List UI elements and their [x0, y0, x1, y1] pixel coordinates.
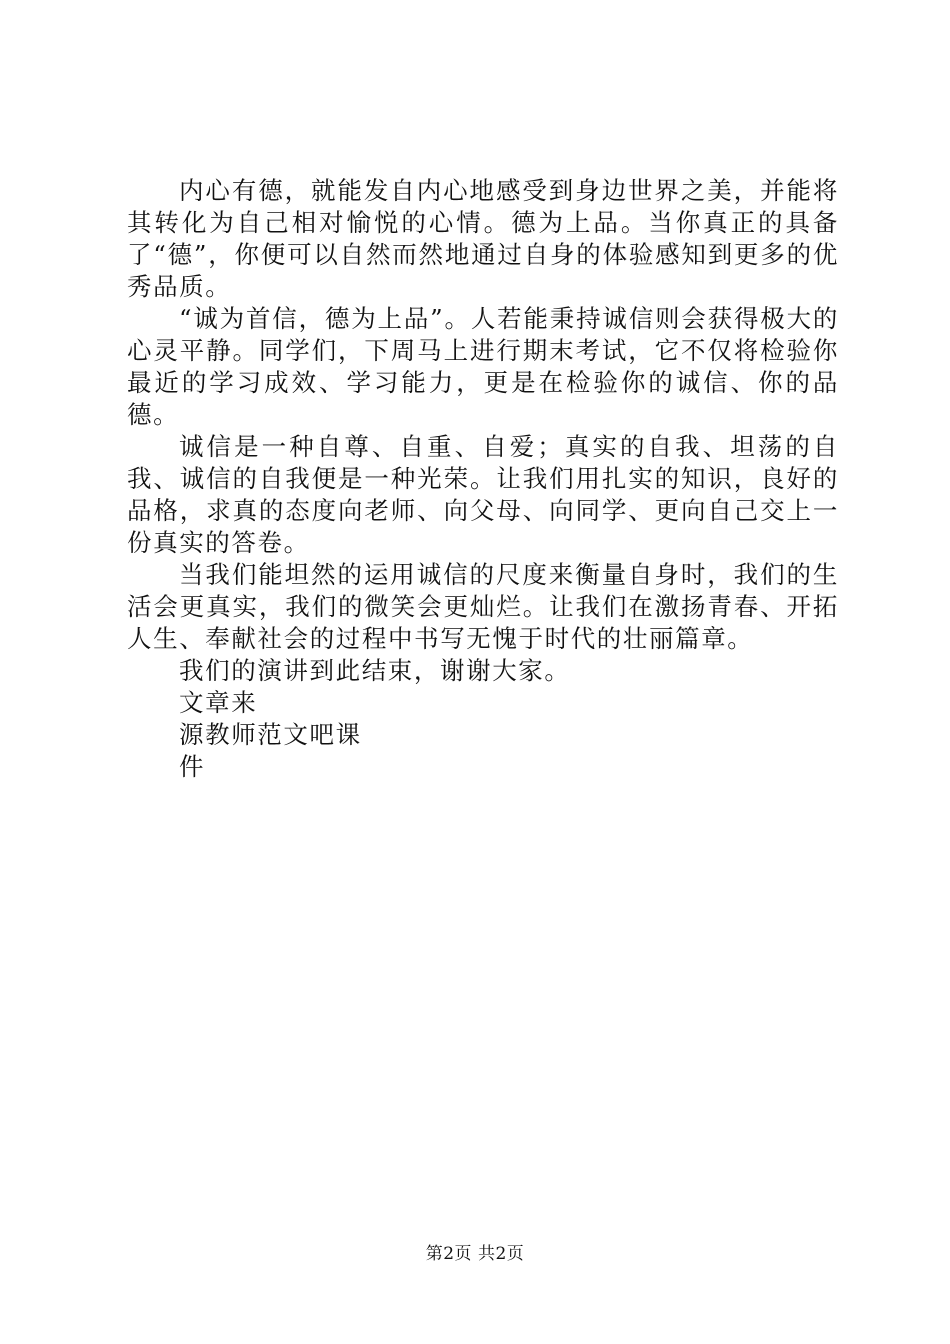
closing-line-3: 源教师范文吧课 — [179, 720, 362, 749]
closing-line-4: 件 — [179, 752, 206, 781]
paragraph-4: 当我们能坦然的运用诚信的尺度来衡量自身时，我们的生活会更真实，我们的微笑会更灿烂。让我们在激扬青春、开拓人生、奉献社会的过程中书写无愧于时代的壮丽篇章。 — [127, 560, 839, 653]
page-number-footer: 第2页 共2页 — [425, 1244, 525, 1264]
paragraph-2: “诚为首信，德为上品”。人若能秉持诚信则会获得极大的心灵平静。同学们，下周马上进行期末考试，它不仅将检验你最近的学习成效、学习能力，更是在检验你的诚信、你的品德。 — [127, 304, 839, 429]
paragraph-1: 内心有德，就能发自内心地感受到身边世界之美，并能将其转化为自己相对愉悦的心情。德为上品。当你真正的具备了“德”，你便可以自然而然地通过自身的体验感知到更多的优秀品质。 — [127, 176, 839, 301]
closing-line-2: 文章来 — [179, 688, 258, 717]
closing-line-1: 我们的演讲到此结束，谢谢大家。 — [179, 656, 571, 685]
document-body — [127, 175, 839, 783]
paragraph-3: 诚信是一种自尊、自重、自爱；真实的自我、坦荡的自我、诚信的自我便是一种光荣。让我们用扎实的知识，良好的品格，求真的态度向老师、向父母、向同学、更向自己交上一份真实的答卷。 — [127, 432, 839, 557]
